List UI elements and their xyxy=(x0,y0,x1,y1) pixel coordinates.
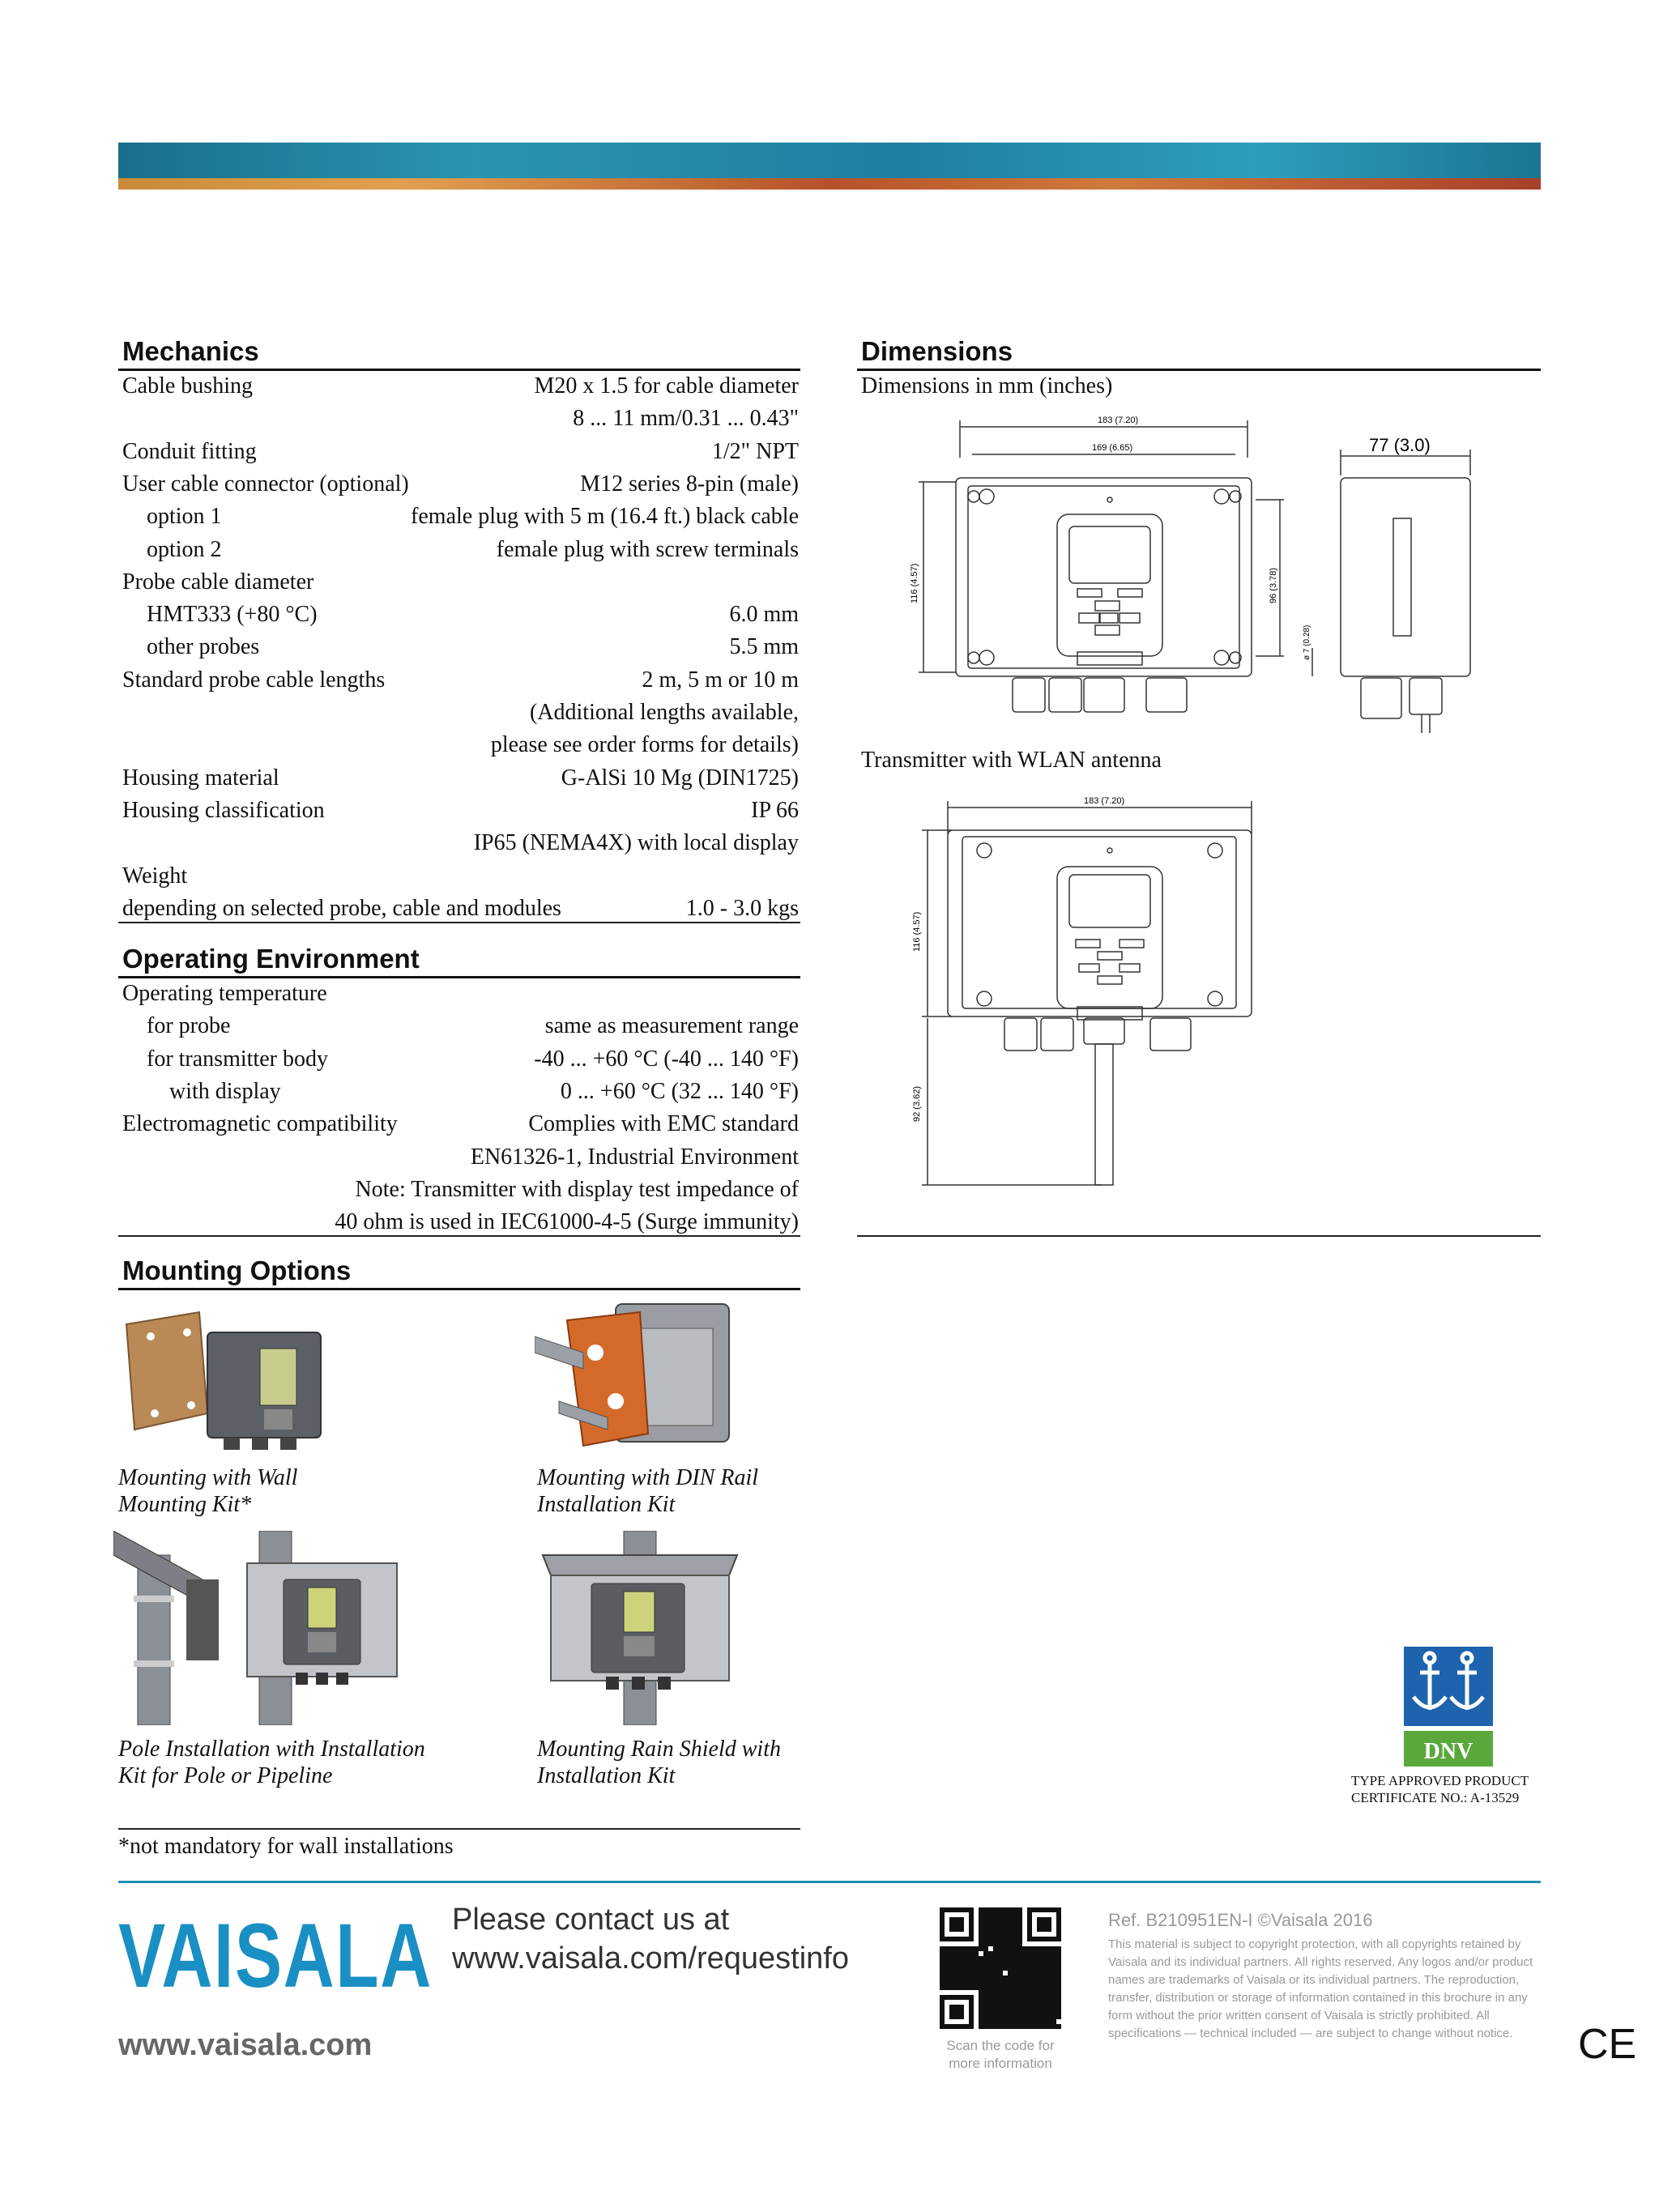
spec-row xyxy=(122,1010,799,1042)
dim-7: ø 7 (0.28) xyxy=(1303,624,1311,660)
spec-label: HMT333 (+80 °C) xyxy=(147,602,318,628)
dnv-text: DNV xyxy=(1423,1739,1473,1764)
spec-value: IP 66 xyxy=(751,797,799,823)
spec-label: other probes xyxy=(147,634,260,660)
spec-row xyxy=(122,893,799,925)
spec-row xyxy=(122,978,799,1010)
wall-mount-photo xyxy=(118,1308,337,1454)
spec-row xyxy=(122,827,799,859)
spec-label: for transmitter body xyxy=(147,1046,328,1072)
dim-77: 77 (3.0) xyxy=(1369,435,1431,455)
spec-value: (Additional lengths available, xyxy=(529,700,799,725)
footer-rule xyxy=(118,1881,1541,1883)
footnote-rule xyxy=(118,1828,800,1830)
spec-label: option 1 xyxy=(147,504,222,530)
qr-code[interactable] xyxy=(940,1907,1061,2029)
spec-value: female plug with screw terminals xyxy=(496,536,799,562)
spec-value: 1/2" NPT xyxy=(711,438,799,464)
caption-pole-mount: Pole Installation with Installation Kit for Pole or Pipeline xyxy=(118,1737,425,1788)
spec-label: Housing material xyxy=(122,765,279,791)
dimensions-title: Dimensions xyxy=(861,336,1013,366)
spec-value: please see order forms for details) xyxy=(490,732,799,758)
spec-row xyxy=(122,664,799,697)
spec-row xyxy=(122,1108,799,1140)
environment-end-rule xyxy=(118,1235,800,1237)
spec-row xyxy=(122,1043,799,1076)
spec-row xyxy=(122,697,799,729)
spec-row xyxy=(122,729,799,761)
header-banner xyxy=(118,143,1541,193)
spec-label: depending on selected probe, cable and modules xyxy=(122,895,561,921)
vaisala-logo: VAISALA xyxy=(118,1905,433,2006)
spec-label: Standard probe cable lengths xyxy=(122,667,386,693)
spec-value: G-AlSi 10 Mg (DIN1725) xyxy=(561,765,799,791)
spec-value: same as measurement range xyxy=(544,1013,799,1039)
spec-value: 0 ... +60 °C (32 ... 140 °F) xyxy=(560,1078,799,1104)
spec-row xyxy=(122,370,799,403)
spec-label: for probe xyxy=(147,1013,231,1039)
spec-row xyxy=(122,403,799,435)
dim-183: 183 (7.20) xyxy=(1098,416,1139,425)
wlan-dimension-drawing xyxy=(907,790,1280,1199)
mounting-rule xyxy=(118,1288,800,1290)
spec-value: EN61326-1, Industrial Environment xyxy=(470,1144,799,1170)
spec-row xyxy=(122,631,799,663)
spec-value: 2 m, 5 m or 10 m xyxy=(642,667,799,693)
dim-92: 92 (3.62) xyxy=(912,1085,922,1122)
legal-text: This material is subject to copyright protection, with all copyrights retained by Vaisala and its individual partners. All rights reserved. Any logos and/or product names are trademarks of Vaisala or its individual partners. The reproduction, transfer, distribution or storage of information contained in this brochure in any form without the prior written consent of Vaisala is strictly prohibited. All specifications — technical included — are subject to change without notice. xyxy=(1108,1937,1533,2040)
spec-row xyxy=(122,566,799,599)
spec-row xyxy=(122,599,799,631)
spec-row xyxy=(122,795,799,827)
spec-label: Operating temperature xyxy=(122,981,327,1006)
dim-116: 116 (4.57) xyxy=(910,563,919,603)
spec-value: -40 ... +60 °C (-40 ... 140 °F) xyxy=(534,1046,799,1072)
spec-label: option 2 xyxy=(147,536,222,562)
spec-row xyxy=(122,762,799,795)
mounting-title: Mounting Options xyxy=(122,1255,352,1285)
spec-label: with display xyxy=(169,1078,281,1104)
spec-value: 5.5 mm xyxy=(729,634,799,660)
spec-label: Probe cable diameter xyxy=(122,569,314,595)
spec-value: 40 ohm is used in IEC61000-4-5 (Surge immunity) xyxy=(335,1209,799,1235)
spec-value: M12 series 8-pin (male) xyxy=(580,471,799,497)
spec-row xyxy=(122,860,799,893)
rain-shield-photo xyxy=(535,1531,745,1725)
dimensions-subtitle: Dimensions in mm (inches) xyxy=(861,373,1113,399)
spec-row xyxy=(122,1206,799,1238)
caption-din-rail: Mounting with DIN Rail Installation Kit xyxy=(537,1465,758,1517)
qr-caption: Scan the code for more information xyxy=(946,2038,1055,2071)
din-rail-photo xyxy=(535,1296,737,1458)
dim-116-wlan: 116 (4.57) xyxy=(912,911,922,952)
spec-label: Housing classification xyxy=(122,797,325,823)
spec-row xyxy=(122,1174,799,1206)
spec-label: Electromagnetic compatibility xyxy=(122,1111,398,1137)
ce-mark: CE xyxy=(1578,2021,1637,2068)
reference-number: Ref. B210951EN-I ©Vaisala 2016 xyxy=(1108,1910,1373,1930)
spec-label: Conduit fitting xyxy=(122,438,257,464)
dimensions-end-rule xyxy=(857,1235,1541,1237)
dnv-certificate-logo xyxy=(1404,1647,1493,1770)
pole-mount-photo xyxy=(113,1531,421,1725)
website-link[interactable]: www.vaisala.com xyxy=(118,2028,373,2062)
spec-row xyxy=(122,436,799,468)
environment-title: Operating Environment xyxy=(122,944,420,974)
caption-rain-shield: Mounting Rain Shield with Installation Kit xyxy=(537,1737,781,1788)
spec-row xyxy=(122,501,799,533)
spec-value: 6.0 mm xyxy=(729,602,799,628)
spec-value: IP65 (NEMA4X) with local display xyxy=(473,830,799,856)
spec-label: User cable connector (optional) xyxy=(122,471,409,497)
spec-value: Note: Transmitter with display test impedance of xyxy=(355,1176,799,1202)
front-dimension-drawing xyxy=(907,409,1539,733)
spec-label: Weight xyxy=(122,863,188,889)
spec-value: Complies with EMC standard xyxy=(528,1111,799,1137)
spec-value: female plug with 5 m (16.4 ft.) black cable xyxy=(411,504,799,530)
wlan-caption: Transmitter with WLAN antenna xyxy=(861,748,1162,773)
dim-96: 96 (3.78) xyxy=(1269,567,1278,603)
spec-row xyxy=(122,1076,799,1108)
spec-row xyxy=(122,1141,799,1174)
dimensions-rule xyxy=(857,369,1541,371)
contact-text: Please contact us at www.vaisala.com/requestinfo xyxy=(452,1903,849,1975)
mechanics-end-rule xyxy=(118,922,800,923)
spec-value: 1.0 - 3.0 kgs xyxy=(685,895,799,921)
caption-wall-mount: Mounting with Wall Mounting Kit* xyxy=(118,1465,298,1517)
legal-notice xyxy=(1108,1908,1546,2043)
certificate-caption: TYPE APPROVED PRODUCT CERTIFICATE NO.: A-13529 xyxy=(1351,1773,1529,1805)
footnote: *not mandatory for wall installations xyxy=(118,1834,454,1859)
spec-row xyxy=(122,534,799,566)
spec-value: 8 ... 11 mm/0.31 ... 0.43" xyxy=(573,406,799,432)
dim-183-wlan: 183 (7.20) xyxy=(1084,796,1125,806)
spec-row xyxy=(122,468,799,501)
mechanics-title: Mechanics xyxy=(122,336,259,366)
spec-value: M20 x 1.5 for cable diameter xyxy=(534,373,799,399)
spec-label: Cable bushing xyxy=(122,373,253,399)
dim-169: 169 (6.65) xyxy=(1092,443,1133,453)
